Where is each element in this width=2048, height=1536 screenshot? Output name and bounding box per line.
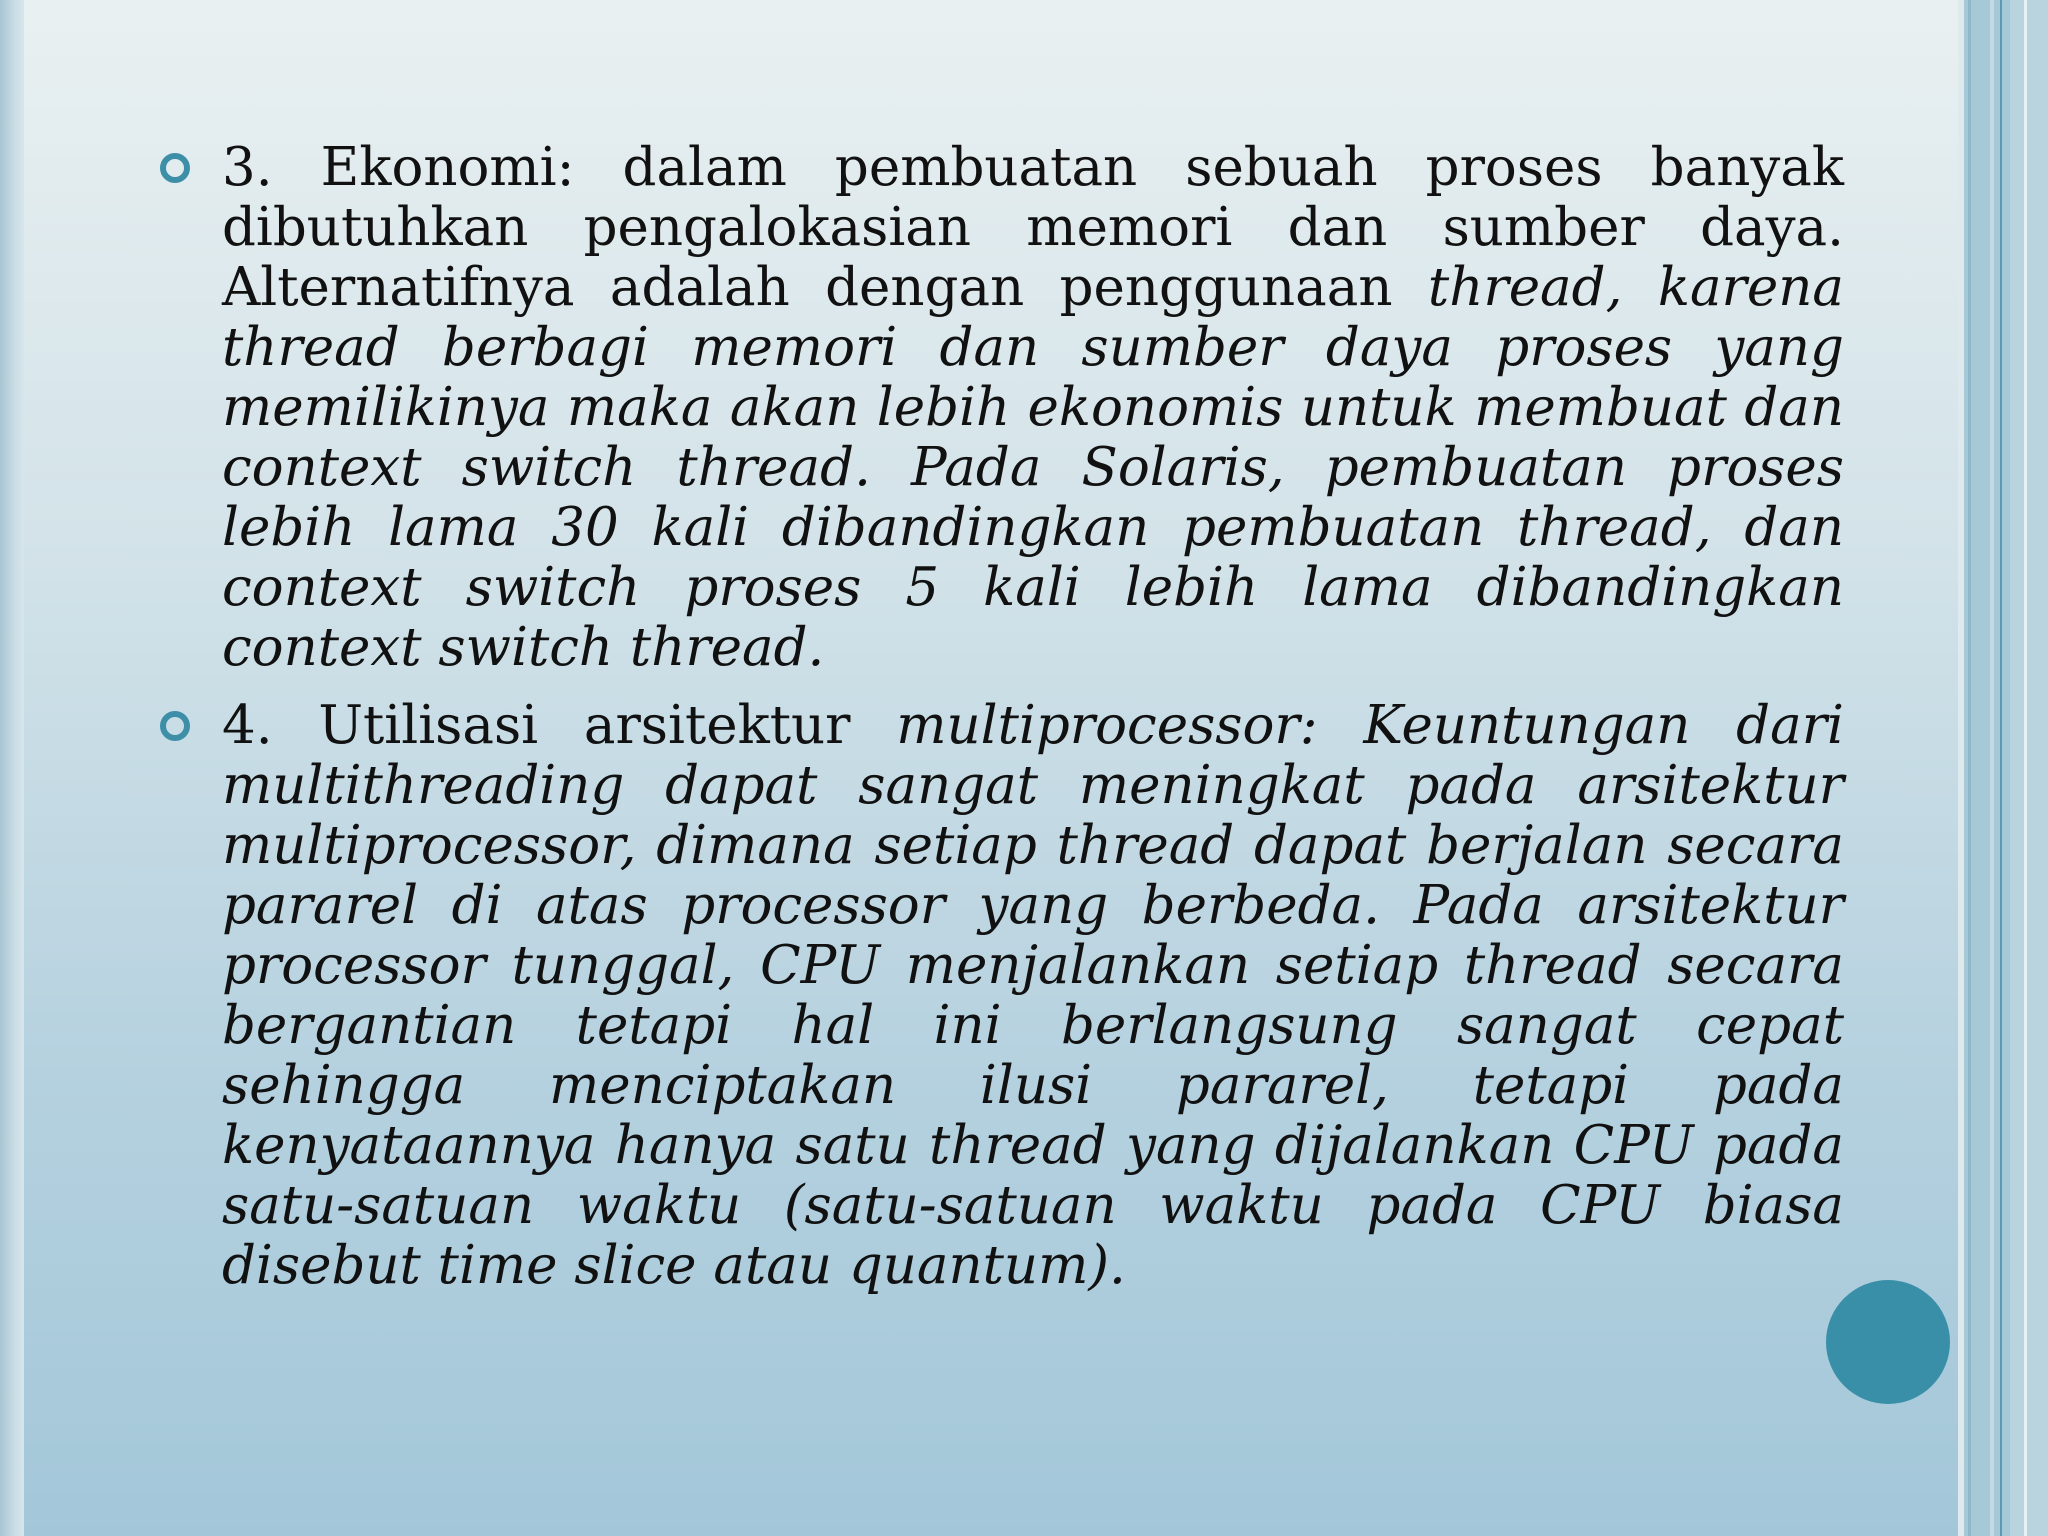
bullet-utilisasi [160, 696, 1844, 1296]
right-stripe [1958, 0, 1964, 1536]
bullet-text-regular: 3. Ekonomi: dalam pembuatan sebuah proses banyak dibutuhkan pengalokasian memori dan sumber daya. Alternatifnya adalah dengan penggunaan [222, 137, 1844, 318]
bullet-text-italic: thread, karena thread berbagi memori dan sumber daya proses yang memilikinya maka akan lebih ekonomis untuk membuat dan context switch thread. Pada Solaris, pembuatan proses lebih lama 30 kali dibandingkan pembuatan thread, dan context switch proses 5 kali lebih lama dibandingkan context switch thread. [222, 257, 1844, 678]
decorative-circle [1826, 1280, 1950, 1404]
bullet-text-regular: 4. Utilisasi arsitektur [222, 695, 897, 756]
bullet-list [160, 138, 1844, 1314]
left-border-decoration [0, 0, 24, 1536]
bullet-ekonomi [160, 138, 1844, 678]
right-stripe [2024, 0, 2027, 1536]
bullet-text-italic: multiprocessor: Keuntungan dari multithreading dapat sangat meningkat pada arsitektur multiprocessor, dimana setiap thread dapat berjalan secara pararel di atas processor yang berbeda. Pada arsitektur processor tunggal, CPU menjalankan setiap thread secara bergantian tetapi hal ini berlangsung sangat cepat sehingga menciptakan ilusi pararel, tetapi pada kenyataannya hanya satu thread yang dijalankan CPU pada satu-satuan waktu (satu-satuan waktu pada CPU biasa disebut time slice atau quantum). [222, 695, 1844, 1296]
right-stripe [2010, 0, 2048, 1536]
right-stripe [1968, 0, 1971, 1536]
right-stripe [1990, 0, 1994, 1536]
ring-bullet-icon [160, 711, 190, 741]
right-stripe [2000, 0, 2002, 1536]
ring-bullet-icon [160, 153, 190, 183]
